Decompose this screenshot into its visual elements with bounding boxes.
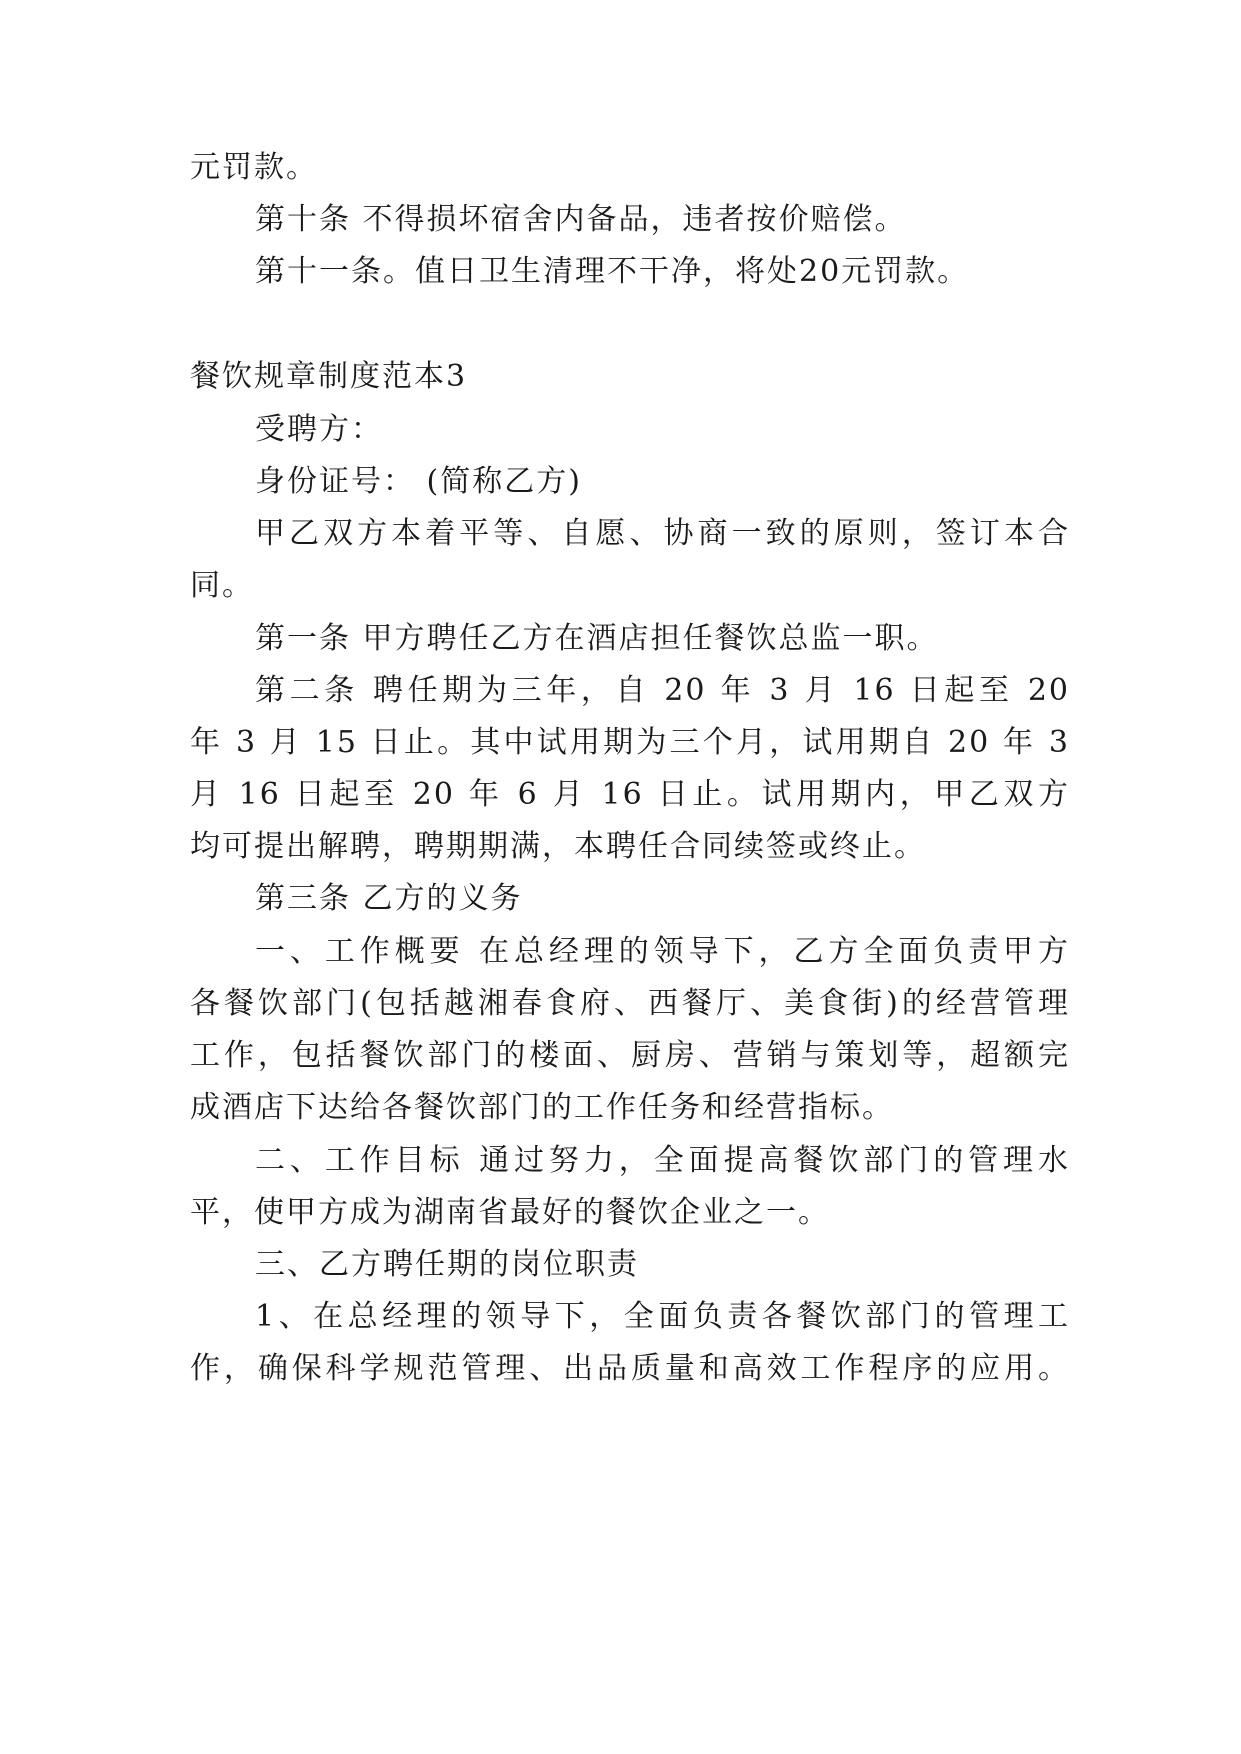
duties-heading: 三、乙方聘任期的岗位职责 [255, 1247, 639, 1282]
article-3-heading: 第三条 乙方的义务 [255, 881, 523, 916]
employee-label: 受聘方： [255, 412, 383, 447]
article-11: 第十一条。值日卫生清理不干净，将处20元罚款。 [255, 254, 970, 289]
duty-1-line-2: 作，确保科学规范管理、出品质量和高效工作程序的应用。 [190, 1351, 1070, 1386]
text-line-1: 元罚款。 [190, 150, 318, 185]
article-2-line-2: 年 3 月 15 日止。其中试用期为三个月，试用期自 20 年 3 [190, 725, 1070, 760]
work-goal-line-2: 平，使甲方成为湖南省最好的餐饮企业之一。 [190, 1195, 830, 1230]
duty-1-line-1: 1、在总经理的领导下，全面负责各餐饮部门的管理工 [255, 1299, 1070, 1334]
id-number-label: 身份证号： (简称乙方) [255, 464, 582, 499]
article-2-line-1: 第二条 聘任期为三年，自 20 年 3 月 16 日起至 20 [255, 673, 1070, 708]
principle-paragraph-line-2: 同。 [190, 568, 254, 603]
work-overview-line-3: 工作，包括餐饮部门的楼面、厨房、营销与策划等，超额完 [190, 1038, 1070, 1073]
article-1: 第一条 甲方聘任乙方在酒店担任餐饮总监一职。 [255, 621, 939, 656]
work-overview-line-1: 一、工作概要 在总经理的领导下，乙方全面负责甲方 [255, 934, 1070, 969]
work-goal-line-1: 二、工作目标 通过努力，全面提高餐饮部门的管理水 [255, 1143, 1070, 1178]
section-heading: 餐饮规章制度范本3 [190, 359, 468, 394]
work-overview-line-2: 各餐饮部门(包括越湘春食府、西餐厅、美食街)的经营管理 [190, 986, 1070, 1021]
article-2-line-4: 均可提出解聘，聘期期满，本聘任合同续签或终止。 [190, 829, 926, 864]
work-overview-line-4: 成酒店下达给各餐饮部门的工作任务和经营指标。 [190, 1090, 894, 1125]
article-2-line-3: 月 16 日起至 20 年 6 月 16 日止。试用期内，甲乙双方 [190, 777, 1070, 812]
article-10: 第十条 不得损坏宿舍内备品，违者按价赔偿。 [255, 202, 907, 237]
principle-paragraph-line-1: 甲乙双方本着平等、自愿、协商一致的原则，签订本合 [255, 516, 1070, 551]
